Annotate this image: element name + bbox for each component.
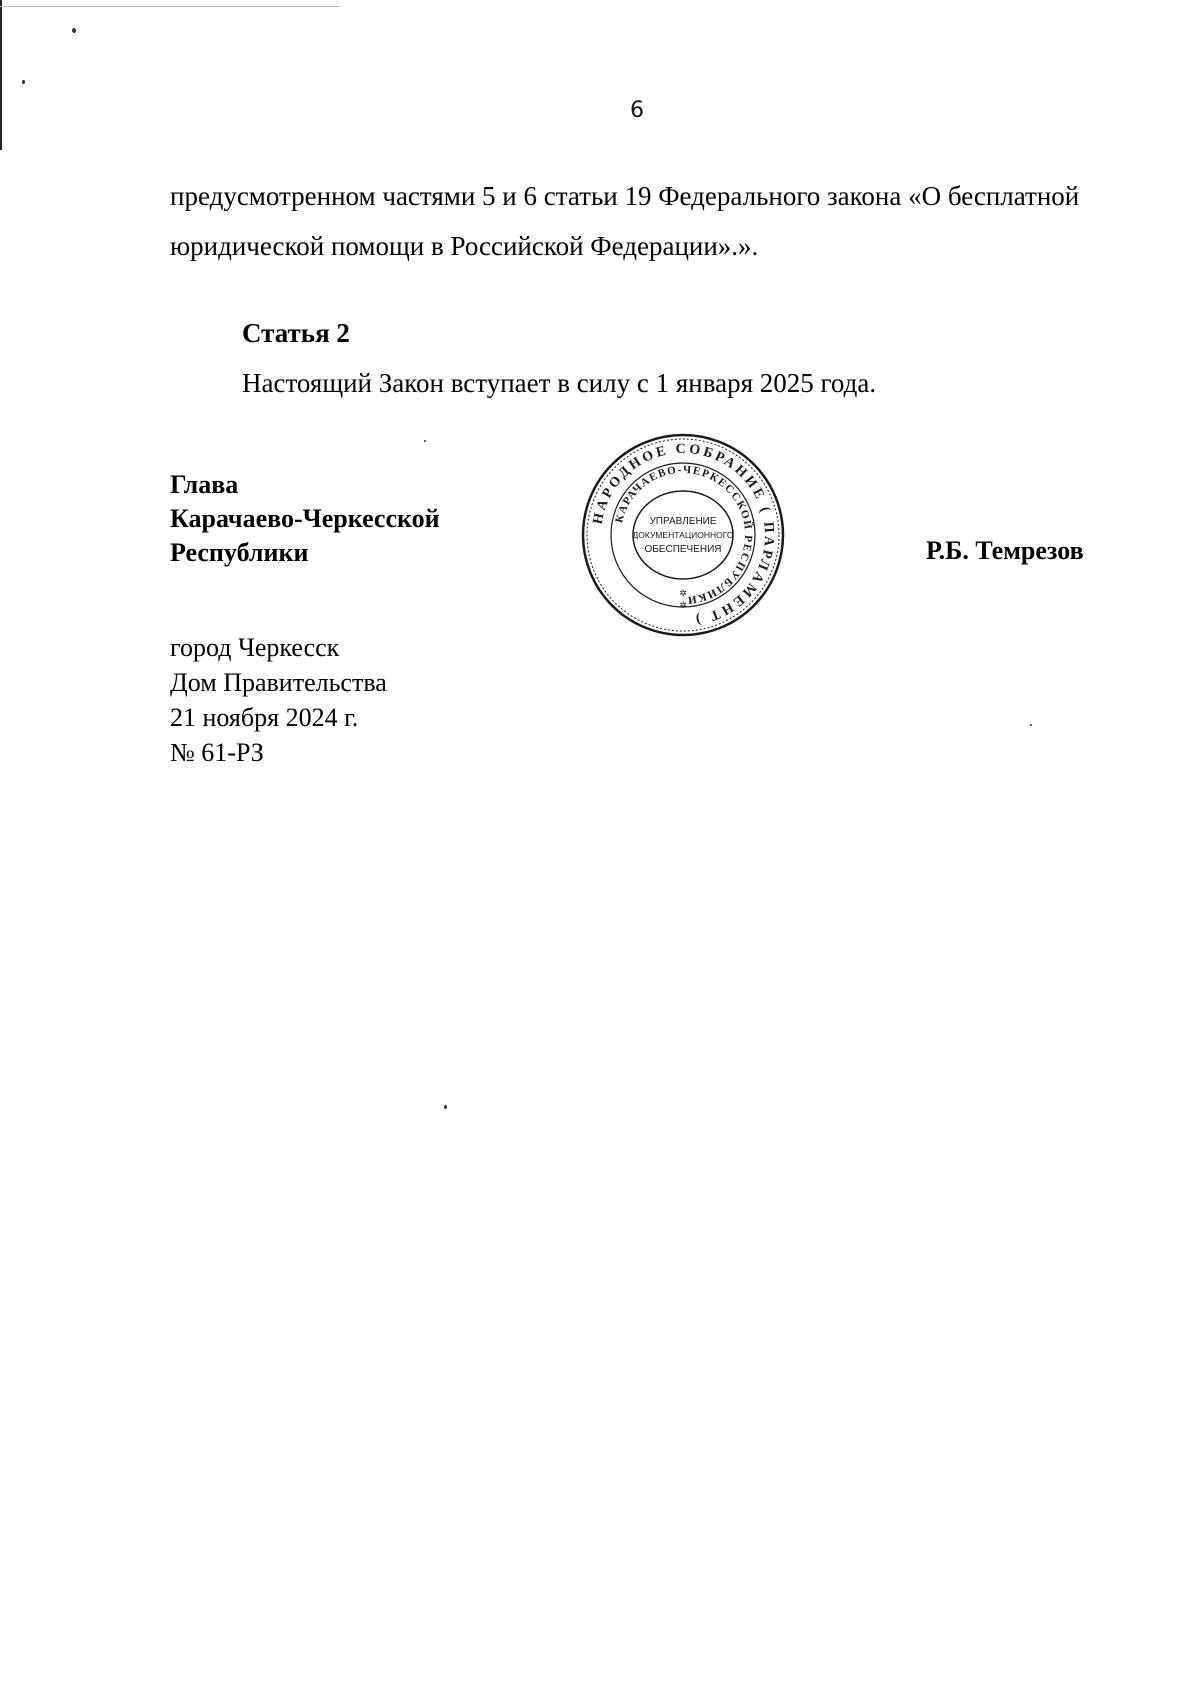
- article-heading: Статья 2: [242, 318, 350, 348]
- building: Дом Правительства: [170, 668, 387, 697]
- page-number: 6: [630, 98, 644, 123]
- seal-center-line-3: ОБЕСПЕЧЕНИЯ: [644, 544, 722, 555]
- city: город Черкесск: [170, 633, 340, 662]
- official-seal: [578, 430, 788, 640]
- article-text: Настоящий Закон вступает в силу с 1 января 2025 года.: [242, 368, 877, 398]
- scan-speck: [444, 1105, 447, 1109]
- scan-speck: [22, 80, 25, 84]
- scan-top-line: [0, 6, 340, 7]
- place-and-date: [170, 630, 387, 770]
- seal-star-icon-2: ✲: [679, 601, 687, 611]
- seal-inner-text: КАРАЧАЕВО-ЧЕРКЕССКОЙ РЕСПУБЛИКИ: [613, 463, 755, 607]
- scan-speck: [72, 28, 76, 33]
- seal-outer-text: НАРОДНОЕ СОБРАНИЕ ( ПАРЛАМЕНТ ): [590, 441, 777, 628]
- signatory-title: [170, 468, 440, 570]
- scan-speck: [1030, 724, 1032, 726]
- scan-edge-line: [0, 0, 2, 150]
- paragraph-line-2: юридической помощи в Российской Федерации».».: [170, 231, 759, 261]
- paragraph-line-1: предусмотренном частями 5 и 6 статьи 19 Федерального закона «О бесплатной: [170, 181, 1080, 211]
- seal-star-icon: ✲: [679, 589, 687, 599]
- seal-center-line-1: УПРАВЛЕНИЕ: [649, 516, 717, 527]
- signatory-name: Р.Б. Темрезов: [926, 536, 1084, 565]
- scan-speck: [424, 440, 426, 442]
- signatory-title-line-1: Глава: [170, 470, 239, 499]
- signatory-title-line-2: Карачаево-Черкесской: [170, 504, 440, 533]
- signatory-title-line-3: Республики: [170, 538, 309, 567]
- seal-center-line-2: ДОКУМЕНТАЦИОННОГО: [632, 530, 734, 540]
- date: 21 ноября 2024 г.: [170, 703, 359, 732]
- law-number: № 61-РЗ: [170, 738, 264, 767]
